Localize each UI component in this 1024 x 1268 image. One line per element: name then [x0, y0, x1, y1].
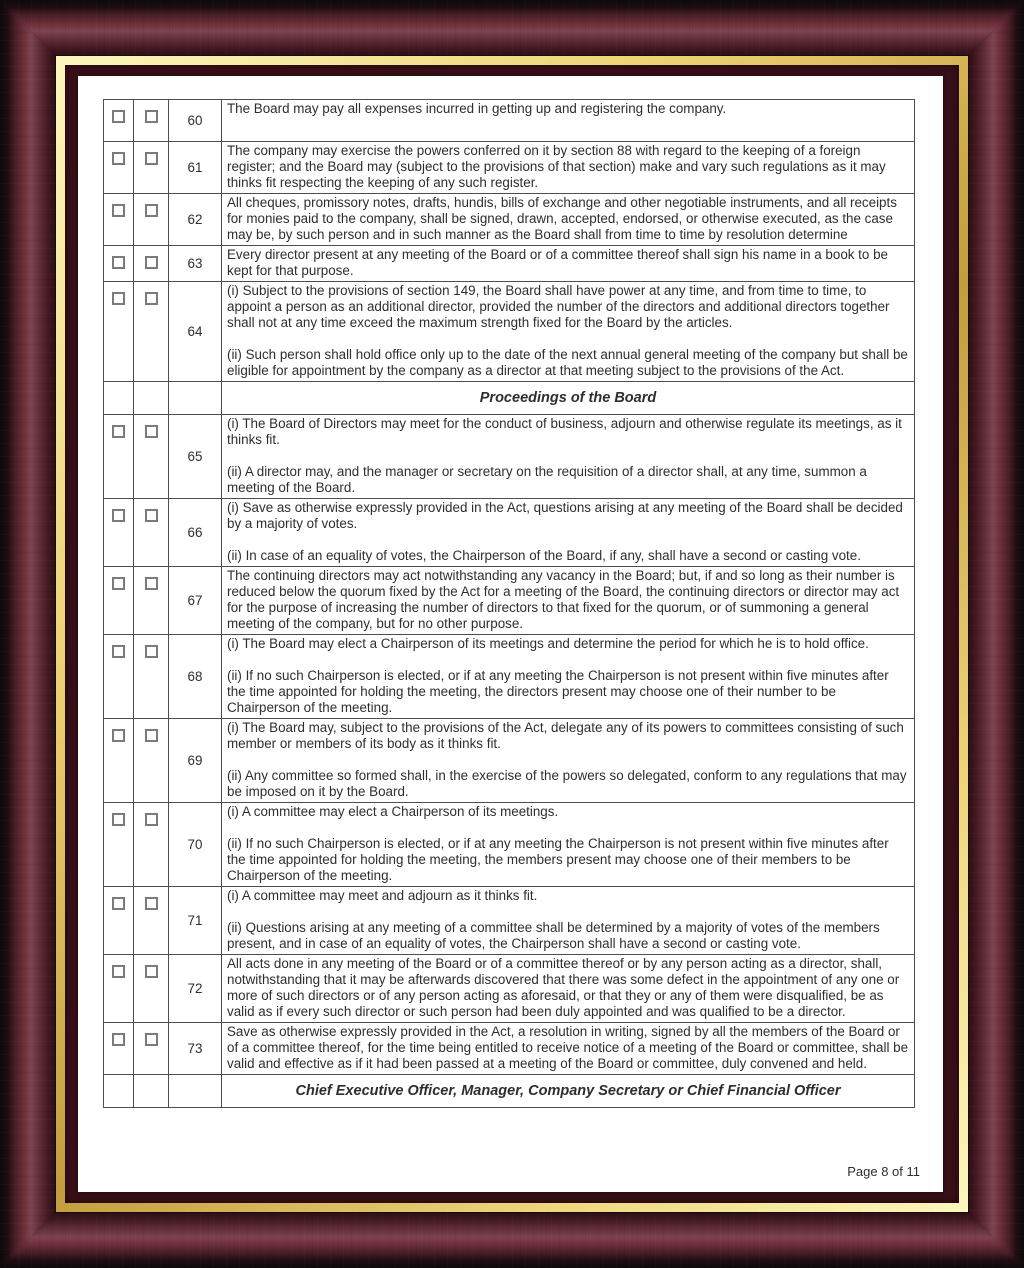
frame-wood-left: [0, 0, 58, 1268]
article-text: [222, 415, 915, 499]
article-text: [222, 246, 915, 282]
paragraph: (i) Subject to the provisions of section 149, the Board shall have power at any time, and from time to time, to appoint a person as an additional director, provided the number of the directors and additional directors together shall not at any time exceed the maximum strength fixed for the Board by the articles.: [227, 283, 890, 330]
article-text: [222, 499, 915, 567]
checkbox-cell: [104, 415, 134, 499]
checkbox-unchecked-icon[interactable]: [112, 729, 125, 742]
article-text: [222, 635, 915, 719]
checkbox-unchecked-icon[interactable]: [112, 110, 125, 123]
checkbox-unchecked-icon[interactable]: [112, 152, 125, 165]
paragraph: (ii) Such person shall hold office only up to the date of the next annual general meeting of the company but shall be eligible for appointment by the company as a director at that meeting subject to the provisions of the Act.: [227, 347, 908, 378]
checkbox-cell: [134, 719, 169, 803]
checkbox-unchecked-icon[interactable]: [145, 292, 158, 305]
article-number: 64: [169, 282, 222, 382]
article-text: [222, 142, 915, 194]
article-text: [222, 282, 915, 382]
article-number: 60: [169, 100, 222, 142]
checkbox-unchecked-icon[interactable]: [145, 110, 158, 123]
paragraph: Save as otherwise expressly provided in the Act, a resolution in writing, signed by all the members of the Board or of a committee thereof, for the time being entitled to receive notice of a meeting of the Board or committee, shall be valid and effective as if it had been passed at a meeting of the Board or committee, duly convened and held.: [227, 1024, 909, 1071]
page-number: Page 8 of 11: [847, 1164, 920, 1179]
empty-cell: [134, 1075, 169, 1108]
article-text: [222, 803, 915, 887]
article-text: [222, 100, 915, 142]
checkbox-cell: [104, 803, 134, 887]
checkbox-cell: [104, 567, 134, 635]
checkbox-unchecked-icon[interactable]: [145, 425, 158, 438]
paragraph: (ii) A director may, and the manager or secretary on the requisition of a director shall, at any time, summon a meeting of the Board.: [227, 464, 867, 495]
paragraph: (i) The Board of Directors may meet for the conduct of business, adjourn and otherwise regulate its meetings, as it thinks fit.: [227, 416, 902, 447]
article-number: 72: [169, 955, 222, 1023]
paragraph: (ii) Any committee so formed shall, in the exercise of the powers so delegated, conform to any regulations that may be imposed on it by the Board.: [227, 768, 907, 799]
empty-cell: [169, 1075, 222, 1108]
checkbox-unchecked-icon[interactable]: [145, 813, 158, 826]
checkbox-unchecked-icon[interactable]: [112, 425, 125, 438]
article-row: [104, 719, 915, 803]
paragraph: (ii) In case of an equality of votes, the Chairperson of the Board, if any, shall have a second or casting vote.: [227, 548, 861, 563]
article-text: [222, 1023, 915, 1075]
article-row: [104, 567, 915, 635]
checkbox-unchecked-icon[interactable]: [112, 897, 125, 910]
article-row: [104, 246, 915, 282]
paragraph: Every director present at any meeting of the Board or of a committee thereof shall sign his name in a book to be kept for that purpose.: [227, 247, 888, 278]
checkbox-cell: [134, 100, 169, 142]
checkbox-cell: [134, 415, 169, 499]
section-title: Proceedings of the Board: [222, 382, 915, 415]
paragraph: All acts done in any meeting of the Board or of a committee thereof or by any person acting as a director, shall, notwithstanding that it may be afterwards discovered that there was some defect in the appointment of any one or more of such directors or of any person acting as aforesaid, or that they or any of them were disqualified, be as valid as if every such director or such person had been duly appointed and was qualified to be a director.: [227, 956, 900, 1019]
empty-cell: [104, 382, 134, 415]
checkbox-cell: [134, 142, 169, 194]
article-row: [104, 499, 915, 567]
article-number: 71: [169, 887, 222, 955]
paragraph: (i) The Board may elect a Chairperson of its meetings and determine the period for which he is to hold office.: [227, 636, 869, 651]
checkbox-cell: [104, 499, 134, 567]
checkbox-unchecked-icon[interactable]: [112, 965, 125, 978]
checkbox-cell: [104, 142, 134, 194]
checkbox-cell: [134, 282, 169, 382]
section-header-row: [104, 1075, 915, 1108]
checkbox-unchecked-icon[interactable]: [145, 645, 158, 658]
article-number: 62: [169, 194, 222, 246]
paragraph: The company may exercise the powers conferred on it by section 88 with regard to the keeping of a foreign register; and the Board may (subject to the provisions of that section) make and vary such regulations as it may thinks fit respecting the keeping of any such register.: [227, 143, 886, 190]
checkbox-cell: [104, 282, 134, 382]
checkbox-unchecked-icon[interactable]: [112, 509, 125, 522]
paragraph: The continuing directors may act notwithstanding any vacancy in the Board; but, if and so long as their number is reduced below the quorum fixed by the Act for a meeting of the Board, the continuing directors or director may act for the purpose of increasing the number of directors to that fixed for the quorum, or of summoning a general meeting of the company, but for no other purpose.: [227, 568, 900, 631]
checkbox-cell: [104, 635, 134, 719]
checkbox-unchecked-icon[interactable]: [145, 577, 158, 590]
checkbox-unchecked-icon[interactable]: [145, 509, 158, 522]
checkbox-cell: [134, 499, 169, 567]
article-number: 69: [169, 719, 222, 803]
paragraph: All cheques, promissory notes, drafts, hundis, bills of exchange and other negotiable instruments, and all receipts for monies paid to the company, shall be signed, drawn, accepted, endorsed, or otherwise executed, as the case may be, by such person and in such manner as the Board shall from time to time by resolution determine: [227, 195, 897, 242]
section-title: Chief Executive Officer, Manager, Company Secretary or Chief Financial Officer: [222, 1075, 915, 1108]
checkbox-cell: [104, 1023, 134, 1075]
article-number: 68: [169, 635, 222, 719]
checkbox-unchecked-icon[interactable]: [145, 1033, 158, 1046]
article-text: [222, 887, 915, 955]
checkbox-unchecked-icon[interactable]: [145, 897, 158, 910]
article-row: [104, 1023, 915, 1075]
empty-cell: [169, 382, 222, 415]
frame-wood-right: [966, 0, 1024, 1268]
paragraph: (ii) If no such Chairperson is elected, or if at any meeting the Chairperson is not present within five minutes after the time appointed for holding the meeting, the directors present may choose one of their number to be Chairperson of the meeting.: [227, 668, 889, 715]
article-row: [104, 887, 915, 955]
paragraph: (i) A committee may meet and adjourn as it thinks fit.: [227, 888, 538, 903]
article-number: 65: [169, 415, 222, 499]
empty-cell: [134, 382, 169, 415]
checkbox-unchecked-icon[interactable]: [145, 152, 158, 165]
article-row: [104, 415, 915, 499]
article-row: [104, 955, 915, 1023]
article-row: [104, 282, 915, 382]
checkbox-unchecked-icon[interactable]: [145, 965, 158, 978]
checkbox-unchecked-icon[interactable]: [112, 256, 125, 269]
checkbox-cell: [134, 246, 169, 282]
checkbox-cell: [134, 635, 169, 719]
paragraph: (i) Save as otherwise expressly provided in the Act, questions arising at any meeting of the Board shall be decided by a majority of votes.: [227, 500, 903, 531]
paragraph: (ii) If no such Chairperson is elected, or if at any meeting the Chairperson is not present within five minutes after the time appointed for holding the meeting, the members present may choose one of their members to be Chairperson of the meeting.: [227, 836, 889, 883]
checkbox-cell: [134, 955, 169, 1023]
checkbox-unchecked-icon[interactable]: [112, 204, 125, 217]
paragraph: (i) A committee may elect a Chairperson of its meetings.: [227, 804, 559, 819]
paragraph: (i) The Board may, subject to the provisions of the Act, delegate any of its powers to committees consisting of such member or members of its body as it thinks fit.: [227, 720, 904, 751]
checkbox-cell: [104, 719, 134, 803]
checkbox-unchecked-icon[interactable]: [145, 729, 158, 742]
paragraph: (ii) Questions arising at any meeting of a committee shall be determined by a majority of votes of the members present, and in case of an equality of votes, the Chairperson shall have a second or casting vote.: [227, 920, 880, 951]
article-row: [104, 194, 915, 246]
article-row: [104, 635, 915, 719]
article-number: 73: [169, 1023, 222, 1075]
article-row: [104, 100, 915, 142]
checkbox-unchecked-icon[interactable]: [112, 577, 125, 590]
article-number: 63: [169, 246, 222, 282]
article-row: [104, 142, 915, 194]
checkbox-cell: [134, 194, 169, 246]
frame-wood-bottom: [0, 1210, 1024, 1268]
checkbox-cell: [134, 567, 169, 635]
checkbox-unchecked-icon[interactable]: [112, 1033, 125, 1046]
article-number: 61: [169, 142, 222, 194]
checkbox-cell: [104, 246, 134, 282]
article-number: 67: [169, 567, 222, 635]
paragraph: The Board may pay all expenses incurred in getting up and registering the company.: [227, 101, 727, 116]
article-number: 70: [169, 803, 222, 887]
empty-cell: [104, 1075, 134, 1108]
article-text: [222, 567, 915, 635]
checkbox-unchecked-icon[interactable]: [145, 204, 158, 217]
checkbox-unchecked-icon[interactable]: [112, 813, 125, 826]
checkbox-cell: [104, 100, 134, 142]
checkbox-cell: [104, 194, 134, 246]
checkbox-unchecked-icon[interactable]: [145, 256, 158, 269]
checkbox-cell: [104, 887, 134, 955]
checkbox-cell: [134, 1023, 169, 1075]
article-row: [104, 803, 915, 887]
article-number: 66: [169, 499, 222, 567]
articles-table: [103, 99, 915, 1108]
checkbox-cell: [104, 955, 134, 1023]
document-page: [78, 76, 943, 1192]
article-text: [222, 719, 915, 803]
checkbox-cell: [134, 803, 169, 887]
checkbox-cell: [134, 887, 169, 955]
checkbox-unchecked-icon[interactable]: [112, 645, 125, 658]
article-text: [222, 194, 915, 246]
checkbox-unchecked-icon[interactable]: [112, 292, 125, 305]
section-header-row: [104, 382, 915, 415]
frame-wood-top: [0, 0, 1024, 58]
article-text: [222, 955, 915, 1023]
